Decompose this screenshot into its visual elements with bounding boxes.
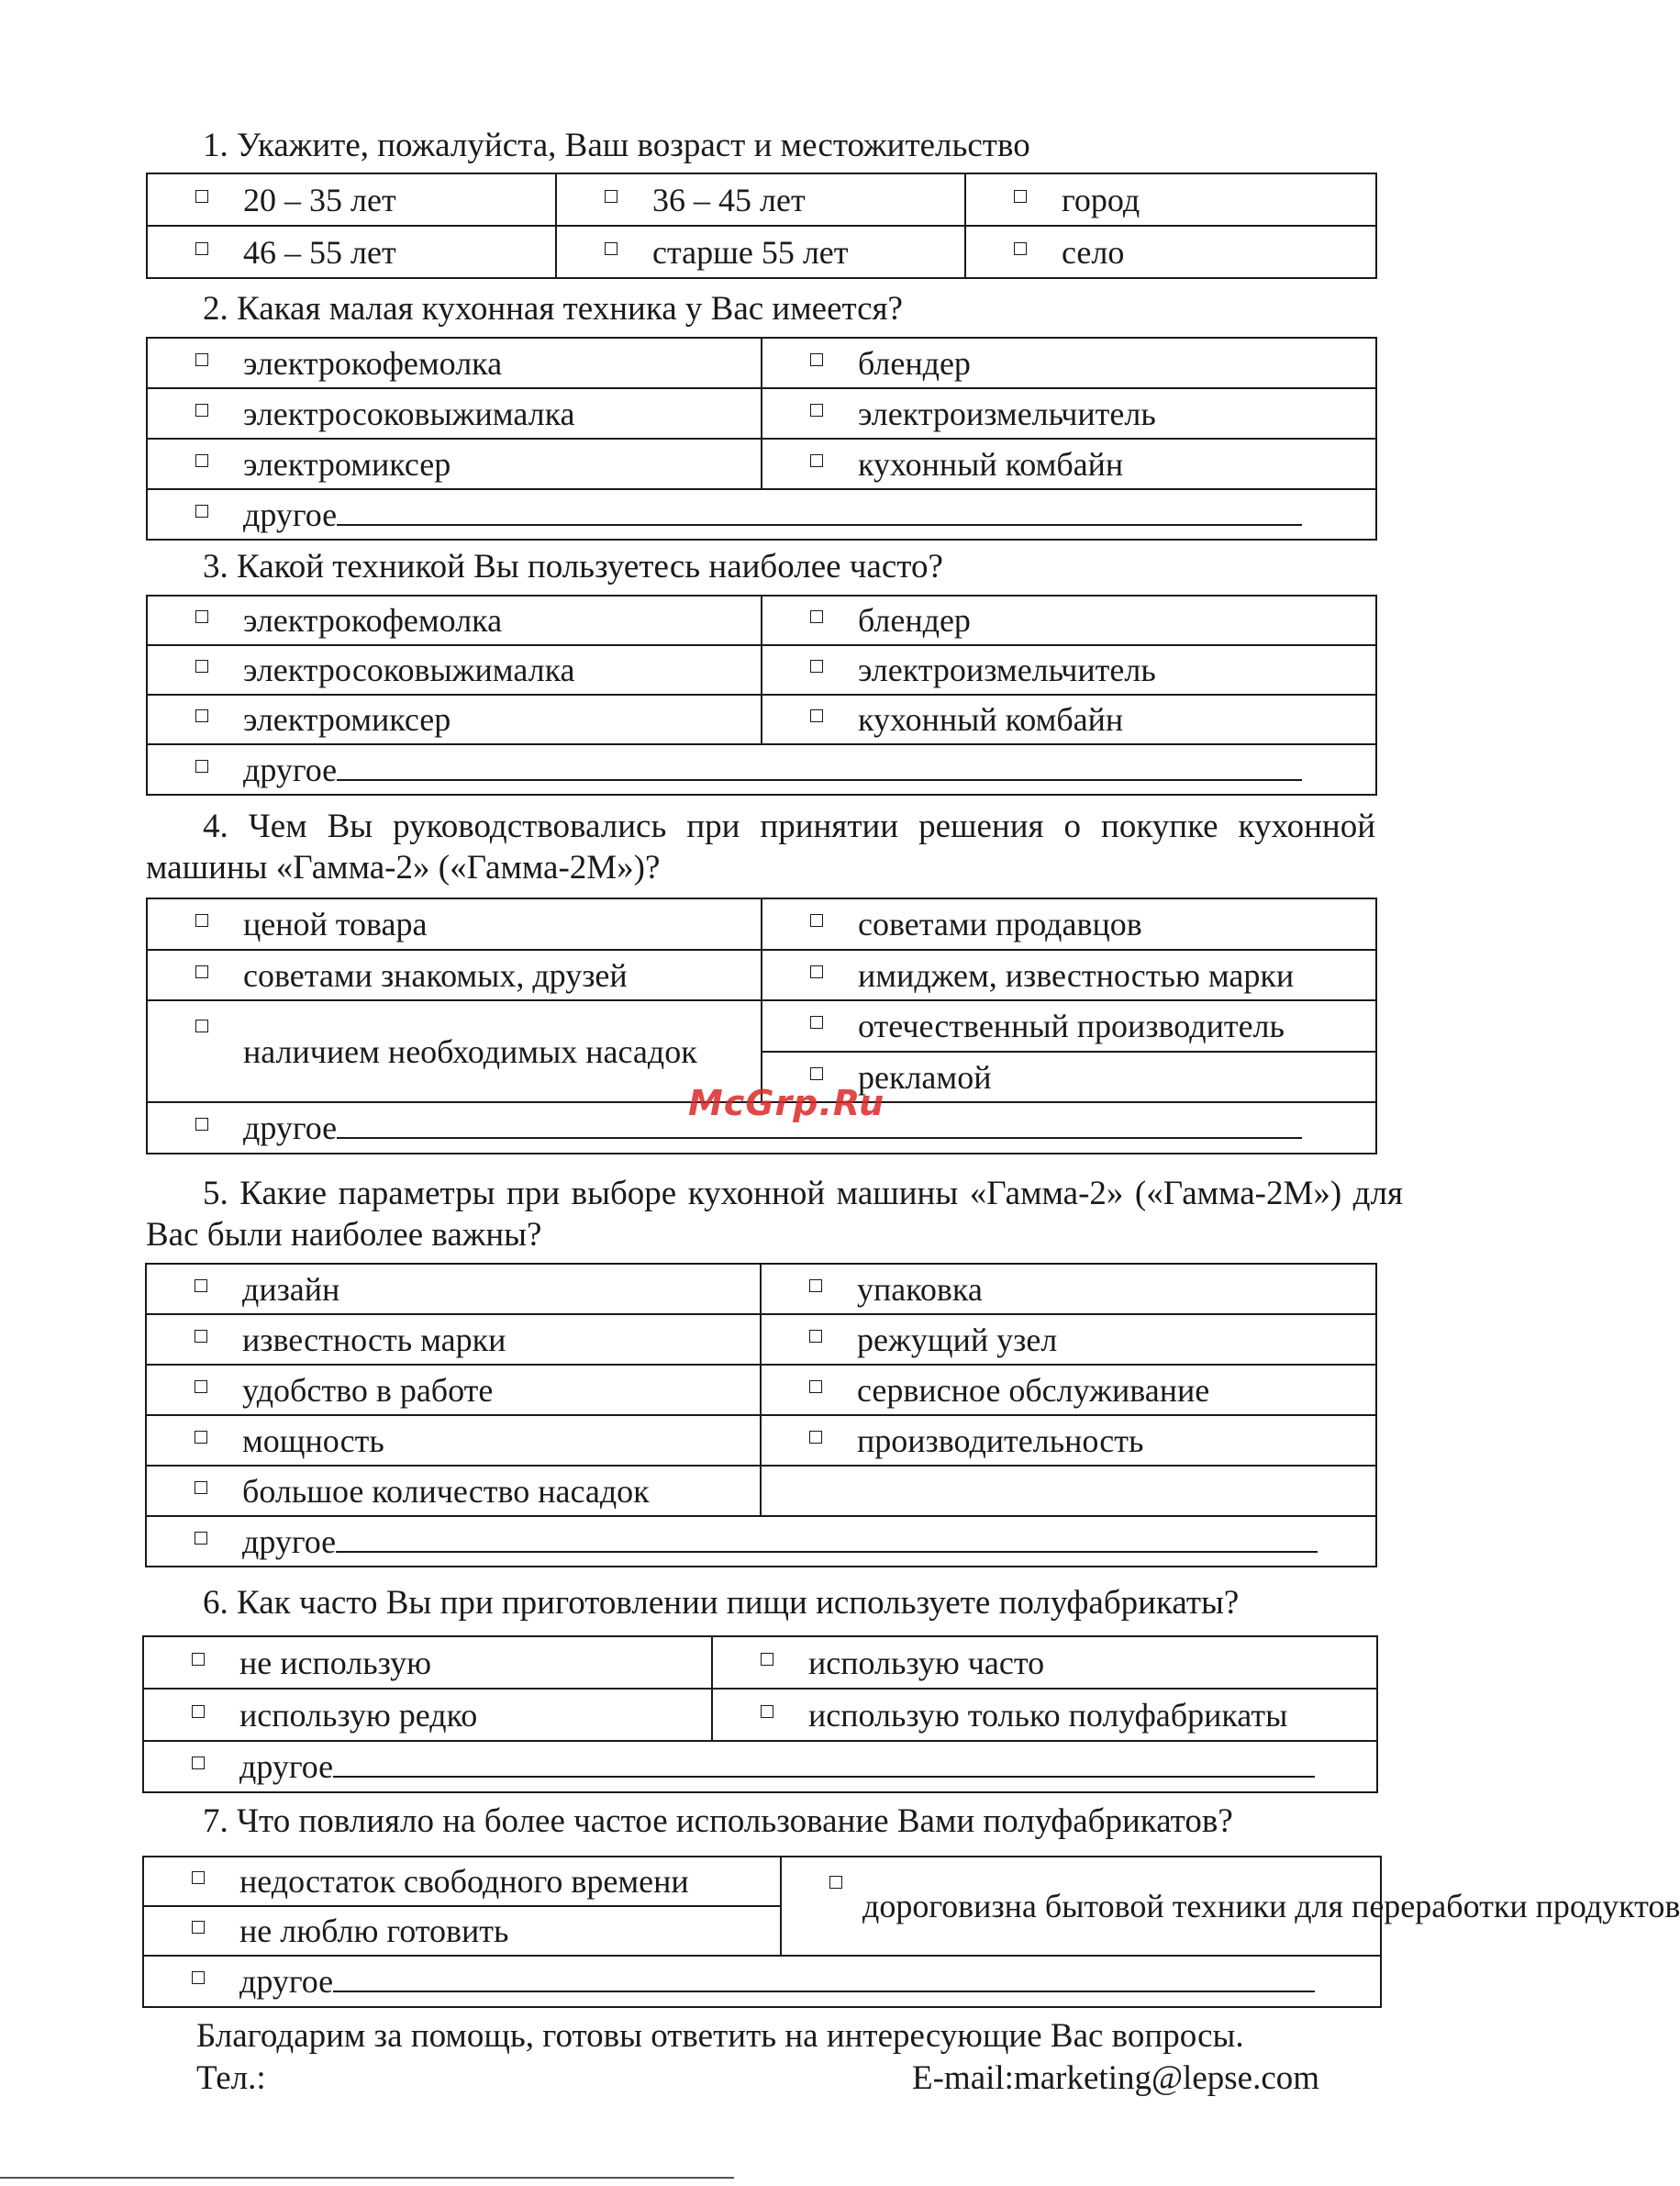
question-4: 4. Чем Вы руководствовались при принятии решения о покупке кухонной машины «Гамма-2» («Гамма-2М»)?	[146, 808, 1375, 887]
q7-other[interactable]: другое	[143, 1956, 1381, 2007]
q2-option[interactable]: кухонный комбайн	[762, 439, 1376, 489]
q1-option[interactable]: старше 55 лет	[556, 226, 965, 278]
checkbox-icon[interactable]	[829, 1876, 842, 1889]
q2-option[interactable]: электросоковыжималка	[147, 388, 762, 439]
checkbox-icon[interactable]	[809, 1380, 822, 1393]
q4-option[interactable]: имиджем, известностью марки	[762, 950, 1376, 1000]
checkbox-icon[interactable]	[810, 404, 823, 417]
checkbox-icon[interactable]	[195, 1330, 207, 1343]
watermark: McGrp.Ru	[688, 1083, 885, 1123]
q5-other[interactable]: другое	[146, 1516, 1376, 1567]
q1-option[interactable]: 46 – 55 лет	[147, 226, 556, 278]
checkbox-icon[interactable]	[195, 404, 208, 417]
q7-option[interactable]: недостаток свободного времени	[143, 1857, 781, 1906]
q3-other[interactable]: другое	[147, 744, 1376, 795]
q5-option[interactable]: режущий узел	[761, 1314, 1376, 1365]
checkbox-icon[interactable]	[195, 454, 208, 467]
q6-option[interactable]: не использую	[143, 1636, 712, 1689]
q7-table	[142, 1856, 1680, 2008]
q6-option[interactable]: использую только полуфабрикаты	[712, 1689, 1377, 1741]
q5-option[interactable]: производительность	[761, 1415, 1376, 1466]
checkbox-icon[interactable]	[195, 760, 208, 773]
q7-option[interactable]: дороговизна бытовой техники для переработки продуктов	[781, 1857, 1381, 1956]
question-3: 3. Какой техникой Вы пользуетесь наиболее часто?	[203, 548, 943, 586]
checkbox-icon[interactable]	[195, 190, 208, 203]
checkbox-icon[interactable]	[761, 1705, 773, 1718]
checkbox-icon[interactable]	[1014, 242, 1027, 255]
q3-option[interactable]: электрокофемолка	[147, 596, 762, 645]
checkbox-icon[interactable]	[810, 353, 823, 366]
checkbox-icon[interactable]	[195, 914, 208, 927]
page-bottom-rule	[0, 2177, 734, 2179]
other-input-line[interactable]	[337, 1137, 1302, 1139]
checkbox-icon[interactable]	[195, 1020, 208, 1032]
other-input-line[interactable]	[336, 1551, 1318, 1553]
checkbox-icon[interactable]	[809, 1431, 822, 1444]
q4-option[interactable]: рекламой	[762, 1052, 1376, 1102]
q4-option[interactable]: отечественный производитель	[762, 1000, 1376, 1052]
q2-other[interactable]: другое	[147, 489, 1376, 540]
q5-option[interactable]: удобство в работе	[146, 1365, 761, 1415]
other-input-line[interactable]	[333, 1991, 1315, 1992]
checkbox-icon[interactable]	[810, 709, 823, 722]
q4-option[interactable]: советами продавцов	[762, 898, 1376, 950]
q5-option[interactable]: сервисное обслуживание	[761, 1365, 1376, 1415]
checkbox-icon[interactable]	[810, 1016, 823, 1029]
q6-other[interactable]: другое	[143, 1741, 1377, 1792]
q1-option[interactable]: 36 – 45 лет	[556, 173, 965, 226]
checkbox-icon[interactable]	[192, 1971, 205, 1984]
checkbox-icon[interactable]	[192, 1705, 205, 1718]
q5-option[interactable]: упаковка	[761, 1264, 1376, 1314]
checkbox-icon[interactable]	[809, 1279, 822, 1292]
q2-option[interactable]: электрокофемолка	[147, 338, 762, 388]
checkbox-icon[interactable]	[195, 242, 208, 255]
checkbox-icon[interactable]	[605, 242, 617, 255]
q2-option[interactable]: электромиксер	[147, 439, 762, 489]
checkbox-icon[interactable]	[605, 190, 617, 203]
question-1: 1. Укажите, пожалуйста, Ваш возраст и местожительство	[203, 127, 1030, 164]
q5-option[interactable]: известность марки	[146, 1314, 761, 1365]
q4-option[interactable]: советами знакомых, друзей	[147, 950, 762, 1000]
footer-tel: Тел.:	[196, 2059, 266, 2097]
q6-table	[142, 1635, 1378, 1793]
checkbox-icon[interactable]	[810, 965, 823, 978]
checkbox-icon[interactable]	[810, 454, 823, 467]
checkbox-icon[interactable]	[195, 1279, 207, 1292]
checkbox-icon[interactable]	[192, 1871, 205, 1884]
q6-option[interactable]: использую редко	[143, 1689, 712, 1741]
q2-option[interactable]: блендер	[762, 338, 1376, 388]
checkbox-icon[interactable]	[195, 965, 208, 978]
question-7: 7. Что повлияло на более частое использование Вами полуфабрикатов?	[203, 1802, 1233, 1840]
checkbox-icon[interactable]	[810, 660, 823, 673]
checkbox-icon[interactable]	[195, 505, 208, 518]
checkbox-icon[interactable]	[810, 914, 823, 927]
checkbox-icon[interactable]	[1014, 190, 1027, 203]
q3-table	[146, 595, 1377, 796]
checkbox-icon[interactable]	[192, 1653, 205, 1666]
checkbox-icon[interactable]	[195, 709, 208, 722]
checkbox-icon[interactable]	[192, 1757, 205, 1769]
q3-option[interactable]: кухонный комбайн	[762, 695, 1376, 744]
q6-option[interactable]: использую часто	[712, 1636, 1377, 1689]
q4-option[interactable]: ценой товара	[147, 898, 762, 950]
q3-option[interactable]: электромиксер	[147, 695, 762, 744]
q7-option[interactable]: не люблю готовить	[143, 1906, 781, 1956]
q1-table	[146, 173, 1377, 279]
q1-option[interactable]: 20 – 35 лет	[147, 173, 556, 226]
q2-option[interactable]: электроизмельчитель	[762, 388, 1376, 439]
q4-other[interactable]: другое	[147, 1102, 1376, 1154]
q2-table	[146, 337, 1377, 541]
checkbox-icon[interactable]	[195, 1431, 207, 1444]
checkbox-icon[interactable]	[195, 1532, 207, 1545]
q1-option[interactable]: село	[965, 226, 1376, 278]
checkbox-icon[interactable]	[195, 610, 208, 623]
checkbox-icon[interactable]	[809, 1330, 822, 1343]
question-6: 6. Как часто Вы при приготовлении пищи используете полуфабрикаты?	[203, 1584, 1240, 1622]
q1-option[interactable]: город	[965, 173, 1376, 226]
checkbox-icon[interactable]	[195, 353, 208, 366]
q5-table	[145, 1263, 1377, 1567]
q3-option[interactable]: блендер	[762, 596, 1376, 645]
other-input-line[interactable]	[333, 1776, 1315, 1778]
q3-option[interactable]: электроизмельчитель	[762, 645, 1376, 695]
question-5: 5. Какие параметры при выборе кухонной машины «Гамма-2» («Гамма-2М») для Вас были наиболее важны?	[146, 1175, 1403, 1254]
checkbox-icon[interactable]	[195, 1380, 207, 1393]
q5-empty-cell	[761, 1466, 1376, 1516]
checkbox-icon[interactable]	[195, 1481, 207, 1494]
checkbox-icon[interactable]	[195, 1118, 208, 1131]
other-input-line[interactable]	[337, 779, 1302, 781]
q5-option[interactable]: большое количество насадок	[146, 1466, 761, 1516]
footer-thanks: Благодарим за помощь, готовы ответить на интересующие Вас вопросы.	[196, 2017, 1244, 2055]
q4-option[interactable]: наличием необходимых насадок	[147, 1000, 762, 1102]
q5-option[interactable]: мощность	[146, 1415, 761, 1466]
checkbox-icon[interactable]	[192, 1921, 205, 1934]
q5-option[interactable]: дизайн	[146, 1264, 761, 1314]
other-input-line[interactable]	[337, 524, 1302, 526]
question-2: 2. Какая малая кухонная техника у Вас имеется?	[203, 290, 903, 328]
footer-email[interactable]: E-mail:marketing@lepse.com	[912, 2059, 1320, 2097]
checkbox-icon[interactable]	[761, 1653, 773, 1666]
checkbox-icon[interactable]	[195, 660, 208, 673]
checkbox-icon[interactable]	[810, 610, 823, 623]
checkbox-icon[interactable]	[810, 1067, 823, 1080]
q3-option[interactable]: электросоковыжималка	[147, 645, 762, 695]
